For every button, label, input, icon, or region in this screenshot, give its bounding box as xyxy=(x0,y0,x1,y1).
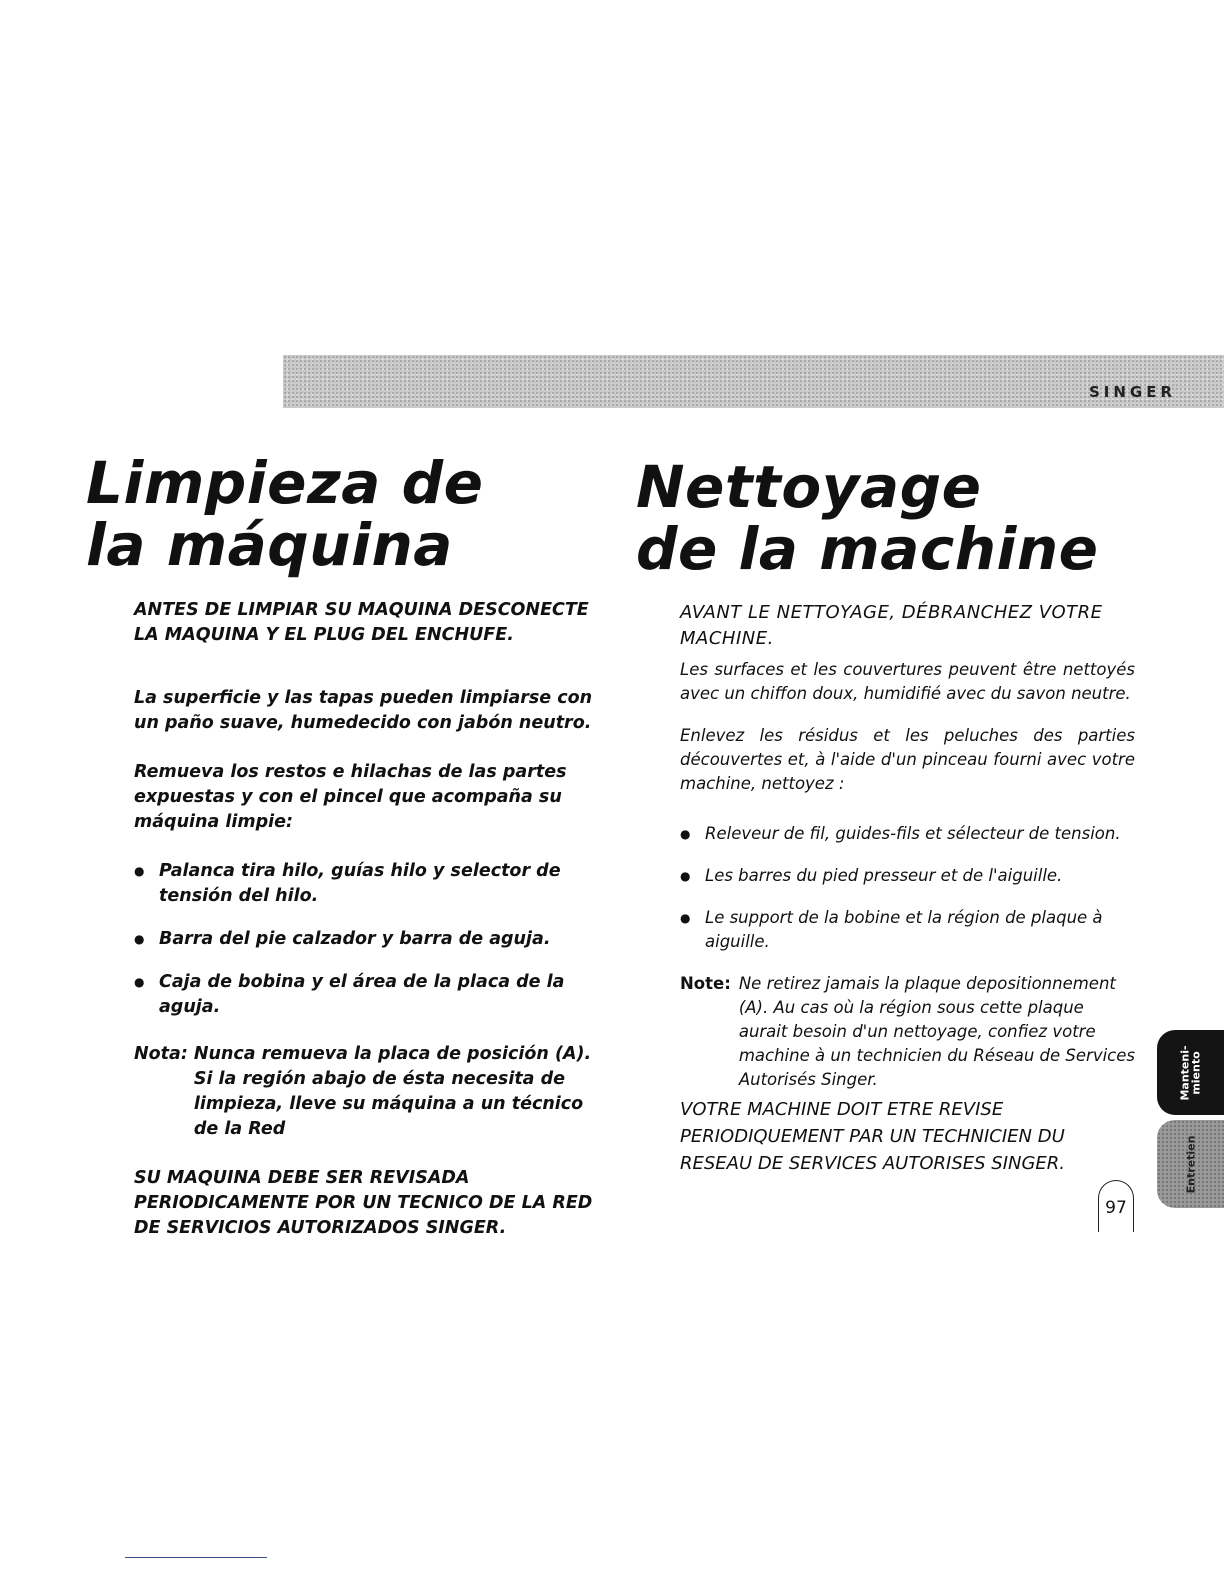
french-paragraph-1: Les surfaces et les couvertures peuvent être nettoyés avec un chiffon doux, humidifié avec du savon neutre. xyxy=(680,660,1135,703)
french-warning: AVANT LE NETTOYAGE, DÉBRANCHEZ VOTRE MACHINE. xyxy=(680,602,1103,649)
page-number: 97 xyxy=(1098,1180,1134,1232)
french-title-line1: Nettoyage xyxy=(636,453,982,521)
list-item: ● Barra del pie calzador y barra de aguja. xyxy=(134,927,604,952)
tab-mantenimiento-label: Manteni- miento xyxy=(1178,1044,1203,1101)
list-item: ● Palanca tira hilo, guías hilo y selector de tensión del hilo. xyxy=(134,859,604,909)
french-column xyxy=(680,600,1135,1177)
tab-entretien xyxy=(1157,1120,1224,1208)
spanish-paragraph-2: Remueva los restos e hilachas de las partes expuestas y con el pincel que acompaña su máquina limpie: xyxy=(134,762,567,832)
french-note xyxy=(680,972,1135,1092)
list-item: ● Releveur de fil, guides-fils et sélecteur de tension. xyxy=(680,822,1135,846)
spanish-note-text: Nunca remueva la placa de posición (A). Si la región abajo de ésta necesita de limpieza, lleve su máquina a un técnico de la Red xyxy=(193,1044,592,1139)
brand-name: SINGER xyxy=(1088,383,1176,401)
french-note-text: Ne retirez jamais la plaque depositionnement (A). Au cas où la région sous cette plaque aurait besoin d'un nettoyage, confiez votre machine à un technicien du Réseau de Services Autorisés Singer. xyxy=(738,974,1135,1089)
spanish-final-warning: SU MAQUINA DEBE SER REVISADA PERIODICAMENTE POR UN TECNICO DE LA RED DE SERVICIOS AUTORIZADOS SINGER. xyxy=(134,1168,593,1238)
french-paragraph-2: Enlevez les résidus et les peluches des parties découvertes et, à l'aide d'un pinceau fourni avec votre machine, nettoyez : xyxy=(680,726,1135,793)
spanish-title-line2: la máquina xyxy=(86,511,453,579)
french-bullet-list xyxy=(680,822,1135,954)
spanish-title-line1: Limpieza de xyxy=(86,449,484,517)
spanish-note xyxy=(134,1042,604,1142)
spanish-warning: ANTES DE LIMPIAR SU MAQUINA DESCONECTE LA MAQUINA Y EL PLUG DEL ENCHUFE. xyxy=(134,600,589,645)
spanish-bullet-list xyxy=(134,859,604,1020)
french-final-warning: VOTRE MACHINE DOIT ETRE REVISE PERIODIQUEMENT PAR UN TECHNICIEN DU RESEAU DE SERVICES AUTORISES SINGER. xyxy=(680,1099,1066,1174)
list-item: ● Les barres du pied presseur et de l'aiguille. xyxy=(680,864,1135,888)
tab-entretien-label: Entretien xyxy=(1184,1135,1197,1193)
spanish-column xyxy=(134,598,604,1241)
french-title xyxy=(636,453,1099,583)
french-title-line2: de la machine xyxy=(636,515,1099,583)
tab-mantenimiento xyxy=(1157,1030,1224,1115)
spanish-note-label: Nota: xyxy=(134,1044,188,1064)
french-note-label: Note: xyxy=(680,974,731,993)
spanish-title xyxy=(86,449,484,579)
list-item: ● Le support de la bobine et la région de plaque à aiguille. xyxy=(680,906,1135,954)
spanish-paragraph-1: La superficie y las tapas pueden limpiarse con un paño suave, humedecido con jabón neutro. xyxy=(134,688,593,733)
list-item: ● Caja de bobina y el área de la placa de la aguja. xyxy=(134,970,604,1020)
footer-rule xyxy=(125,1557,267,1558)
header-band xyxy=(283,355,1224,408)
